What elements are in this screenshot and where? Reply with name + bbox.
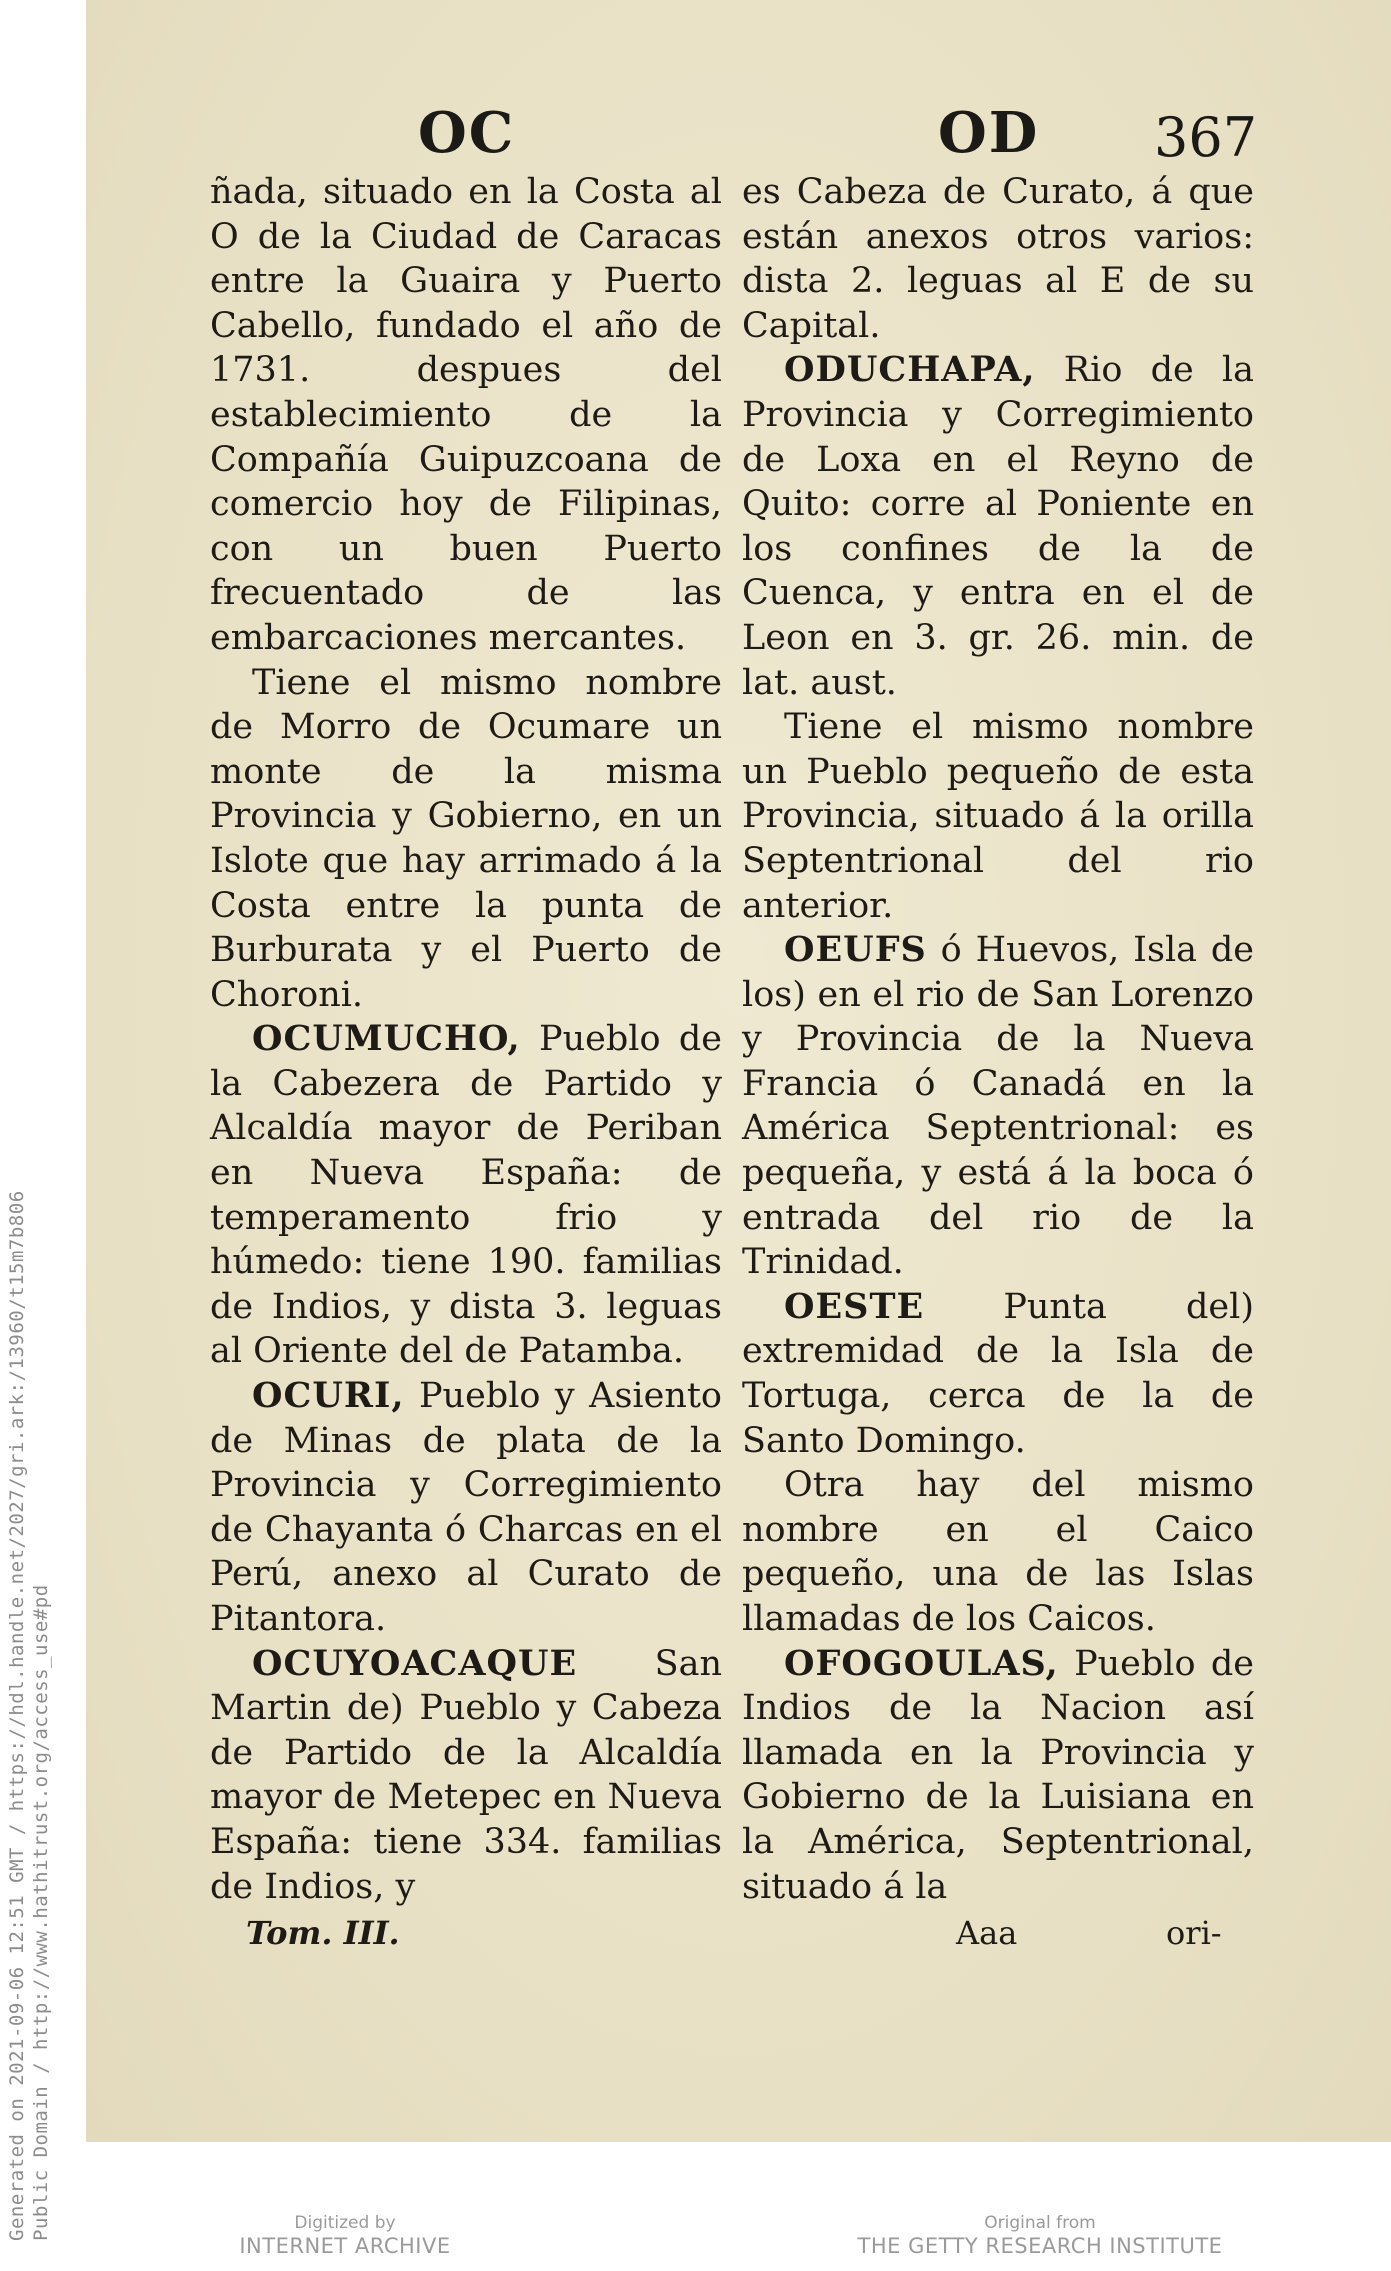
- running-header: [86, 100, 1391, 170]
- entry-paragraph: OCUMUCHO, Pueblo de la Cabezera de Partido y Alcaldía mayor de Periban en Nueva España: de temperamento frio y húmedo: tiene 190. familias de Indios, y dista 3. leguas al Oriente del de Patamba.: [210, 1018, 722, 1372]
- entry-headword: OCUMUCHO,: [252, 1018, 521, 1060]
- entry-paragraph: OFOGOULAS, Pueblo de Indios de la Nacion así llamada en la Provincia y Gobierno de la Luisiana en la América, Septentrional, situado á la: [742, 1642, 1254, 1907]
- signature-mark: Aaa: [956, 1914, 1018, 1952]
- entry-paragraph: OEUFS ó Huevos, Isla de los) en el rio de San Lorenzo y Provincia de la Nueva Francia ó Canadá en la América Septentrional: es pequeña, y está á la boca ó entrada del rio de la Trinidad.: [742, 929, 1254, 1283]
- right-column: [742, 170, 1254, 1909]
- generated-info: Generated on 2021-09-06 12:51 GMT / https://hdl.handle.net/2027/gri.ark:/13960/t15m7b806: [6, 1190, 28, 2241]
- volume-label: Tom. III.: [246, 1914, 400, 1952]
- entry-paragraph: OESTE Punta del) extremidad de la Isla de Tortuga, cerca de la de Santo Domingo.: [742, 1285, 1254, 1461]
- entry-headword: OCUYOACAQUE: [252, 1642, 578, 1684]
- entry-headword: OEUFS: [784, 929, 927, 971]
- entry-paragraph: Otra hay del mismo nombre en el Caico pequeño, una de las Islas llamadas de los Caicos.: [742, 1465, 1254, 1639]
- entry-headword: OFOGOULAS,: [784, 1642, 1059, 1684]
- header-left-letters: OC: [418, 100, 516, 166]
- entry-headword: ODUCHAPA,: [784, 349, 1036, 391]
- digitizer-credit: Digitized by INTERNET ARCHIVE: [239, 2213, 451, 2258]
- header-right-letters: OD: [938, 100, 1040, 166]
- page-number: 367: [1154, 106, 1258, 169]
- entry-paragraph: OCUYOACAQUE San Martin de) Pueblo y Cabeza de Partido de la Alcaldía mayor de Metepec en Nueva España: tiene 334. familias de Indios, y: [210, 1642, 722, 1907]
- entry-paragraph: es Cabeza de Curato, á que están anexos otros varios: dista 2. leguas al E de su Capital.: [742, 172, 1254, 346]
- left-column: [210, 170, 722, 1909]
- page-footer: [86, 1914, 1391, 1964]
- entry-paragraph: Tiene el mismo nombre de Morro de Ocumare un monte de la misma Provincia y Gobierno, en un Islote que hay arrimado á la Costa entre la punta de Burburata y el Puerto de Choroni.: [210, 662, 722, 1015]
- source-credit: Original from THE GETTY RESEARCH INSTITUTE: [857, 2213, 1223, 2258]
- book-page: [86, 0, 1391, 2142]
- digitization-credits: [0, 2213, 1391, 2271]
- entry-paragraph: Tiene el mismo nombre un Pueblo pequeño de esta Provincia, situado á la orilla Septentrional del rio anterior.: [742, 707, 1254, 926]
- catchword: ori-: [1166, 1914, 1222, 1952]
- entry-paragraph: OCURI, Pueblo y Asiento de Minas de plata de la Provincia y Corregimiento de Chayanta ó Charcas en el Perú, anexo al Curato de Pitantora.: [210, 1375, 722, 1639]
- entry-headword: OCURI,: [252, 1375, 405, 1417]
- access-sidebar: [0, 0, 86, 2271]
- entry-paragraph: ñada, situado en la Costa al O de la Ciudad de Caracas entre la Guaira y Puerto Cabello, fundado el año de 1731. despues del establecimiento de la Compañía Guipuzcoana de comercio hoy de Filipinas, con un buen Puerto frecuentado de las embarcaciones mercantes.: [210, 172, 722, 658]
- rights-info: Public Domain / http://www.hathitrust.org/access_use#pd: [30, 1584, 52, 2241]
- entry-paragraph: ODUCHAPA, Rio de la Provincia y Corregimiento de Loxa en el Reyno de Quito: corre al Poniente en los confines de la de Cuenca, y entra en el de Leon en 3. gr. 26. min. de lat. aust.: [742, 349, 1254, 703]
- entry-headword: OESTE: [784, 1285, 925, 1327]
